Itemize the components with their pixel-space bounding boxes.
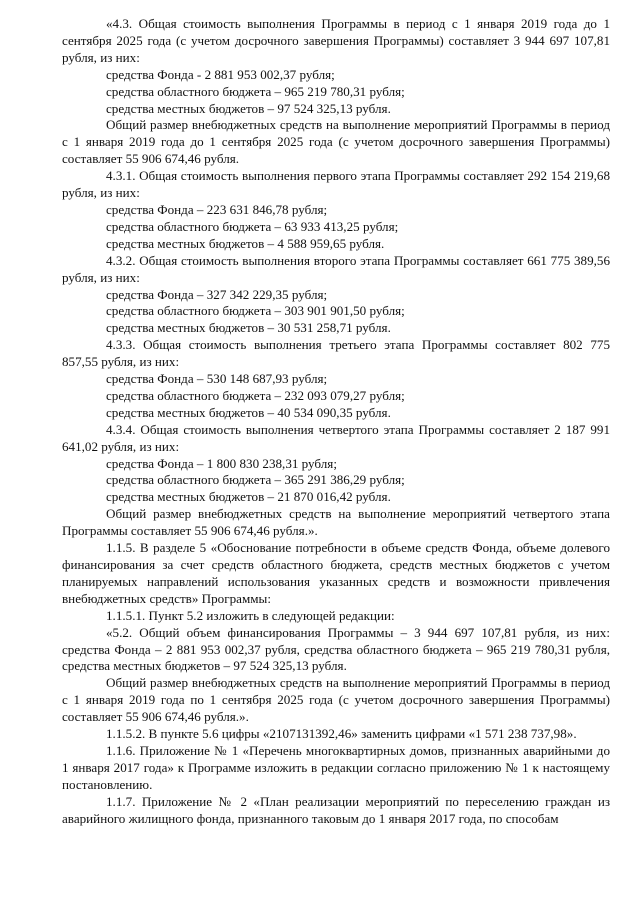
paragraph: Общий размер внебюджетных средств на выполнение мероприятий Программы в период с 1 января 2019 года до 1 сентября 2025 года (с учетом досрочного завершения Программы) составляет 55 906 674,46 рубля. [62, 117, 610, 167]
paragraph: 4.3.2. Общая стоимость выполнения второго этапа Программы составляет 661 775 389,56 рубля, из них: [62, 252, 610, 285]
paragraph: 1.1.5.2. В пункте 5.6 цифры «2107131392,46» заменить цифрами «1 571 238 737,98». [106, 726, 577, 742]
paragraph: Общий размер внебюджетных средств на выполнение мероприятий Программы в период с 1 января 2019 года по 1 сентября 2025 года (с учетом досрочного завершения Программы) составляет 55 906 674,46 рубля.». [62, 675, 610, 725]
paragraph: 1.1.5.1. Пункт 5.2 изложить в следующей редакции: [106, 607, 395, 623]
paragraph: 1.1.6. Приложение № 1 «Перечень многоквартирных домов, признанных аварийными до 1 января 2017 года» к Программе изложить в редакции согласно приложению № 1 к настоящему постановлению. [62, 742, 610, 792]
funding-line: средства областного бюджета – 303 901 901,50 рубля; [106, 303, 405, 319]
funding-line: средства областного бюджета – 232 093 079,27 рубля; [106, 387, 405, 403]
paragraph: 1.1.5. В разделе 5 «Обоснование потребности в объеме средств Фонда, объеме долевого финансирования за счет средств областного бюджета, средств местных бюджетов с учетом планируемых направлений использования указанных средств и возможности привлечения внебюджетных средств» Программы: [62, 540, 610, 606]
paragraph: «4.3. Общая стоимость выполнения Программы в период с 1 января 2019 года до 1 сентября 2025 года (с учетом досрочного завершения Программы) составляет 3 944 697 107,81 рубля, из них: [62, 16, 610, 65]
document-page [62, 16, 610, 828]
paragraph: 4.3.4. Общая стоимость выполнения четвертого этапа Программы составляет 2 187 991 641,02 рубля, из них: [62, 421, 610, 454]
funding-line: средства местных бюджетов – 40 534 090,35 рубля. [106, 404, 391, 420]
funding-line: средства Фонда – 327 342 229,35 рубля; [106, 286, 328, 302]
funding-line: средства местных бюджетов – 4 588 959,65 рубля. [106, 235, 385, 251]
paragraph: Общий размер внебюджетных средств на выполнение мероприятий четвертого этапа Программы составляет 55 906 674,46 рубля.». [62, 506, 610, 539]
paragraph: «5.2. Общий объем финансирования Программы – 3 944 697 107,81 рубля, из них: средства Фонда – 2 881 953 002,37 рубля, средства областного бюджета – 965 219 780,31 рубля, средства местных бюджетов – 97 524 325,13 рубля. [62, 624, 610, 674]
funding-line: средства областного бюджета – 365 291 386,29 рубля; [106, 472, 405, 488]
paragraph: 1.1.7. Приложение № 2 «План реализации мероприятий по переселению граждан из аварийного жилищного фонда, признанного таковым до 1 января 2017 года, по способам [62, 793, 610, 826]
funding-line: средства областного бюджета – 965 219 780,31 рубля; [106, 83, 405, 99]
funding-line: средства областного бюджета – 63 933 413,25 рубля; [106, 218, 399, 234]
funding-line: средства Фонда – 1 800 830 238,31 рубля; [106, 455, 337, 471]
paragraph: 4.3.1. Общая стоимость выполнения первого этапа Программы составляет 292 154 219,68 рубля, из них: [62, 168, 610, 201]
paragraph: 4.3.3. Общая стоимость выполнения третьего этапа Программы составляет 802 775 857,55 рубля, из них: [62, 337, 610, 370]
funding-line: средства Фонда - 2 881 953 002,37 рубля; [106, 66, 335, 82]
funding-line: средства Фонда – 223 631 846,78 рубля; [106, 201, 328, 217]
funding-line: средства местных бюджетов – 97 524 325,13 рубля. [106, 100, 391, 116]
funding-line: средства Фонда – 530 148 687,93 рубля; [106, 371, 328, 387]
funding-line: средства местных бюджетов – 30 531 258,71 рубля. [106, 320, 391, 336]
funding-line: средства местных бюджетов – 21 870 016,42 рубля. [106, 489, 391, 505]
